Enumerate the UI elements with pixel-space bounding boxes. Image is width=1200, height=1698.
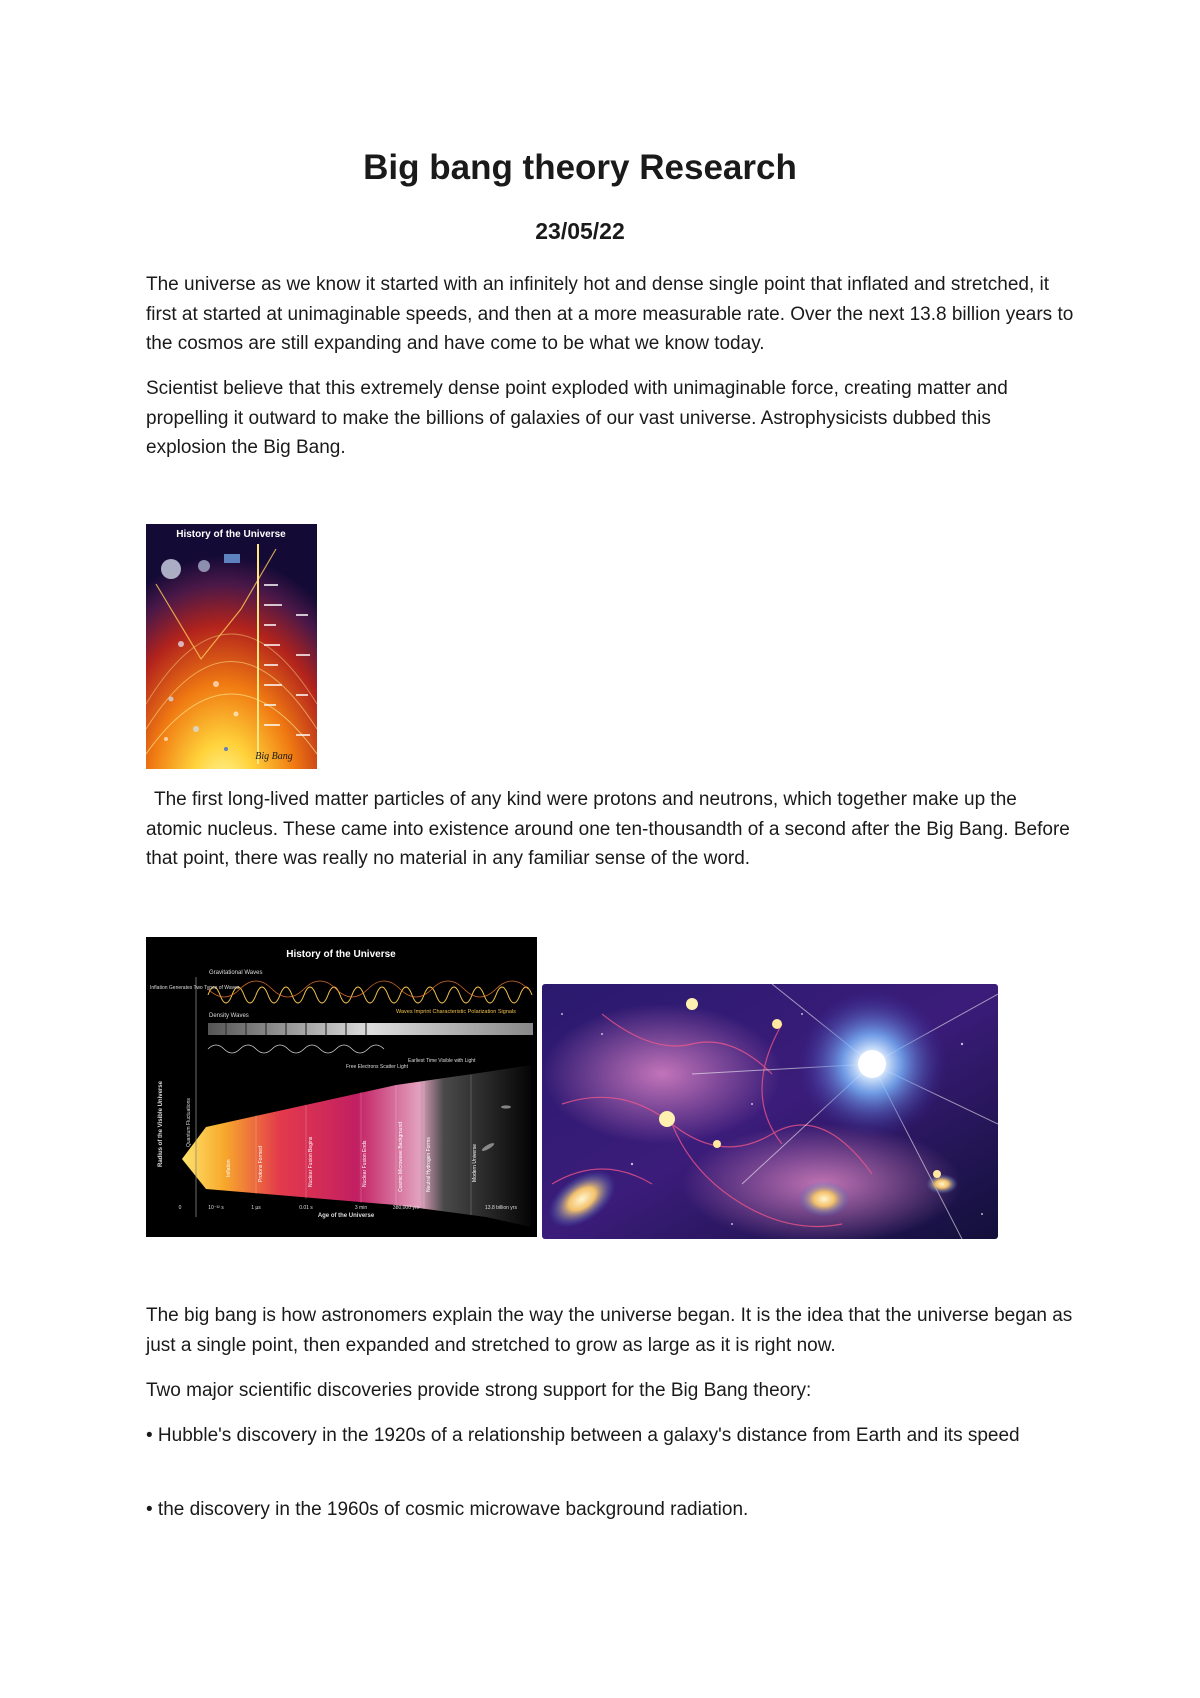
tick-4: 3 min xyxy=(354,1205,368,1211)
quantum-fluctuations-label: Quantum Fluctuations xyxy=(186,1098,192,1147)
tick-0: 0 xyxy=(178,1205,182,1211)
paragraph-discoveries-intro: Two major scientific discoveries provide strong support for the Big Bang theory: xyxy=(146,1380,812,1401)
era-fusion-begins: Nuclear Fusion Begins xyxy=(308,1136,314,1187)
waves-imprint-label: Waves Imprint Characteristic Polarization Signals xyxy=(396,1009,516,1015)
paragraph-big-bang-explosion: Scientist believe that this extremely dense point exploded with unimaginable force, creating matter and propelling it outward to make the billions of galaxies of our vast universe. Astrophysicists dubbed this explosion the Big Bang. xyxy=(146,378,1008,458)
tick-3: 0.01 s xyxy=(299,1205,313,1211)
free-electrons-label: Free Electrons Scatter Light xyxy=(346,1064,408,1070)
era-cmb: Cosmic Microwave Background xyxy=(398,1121,404,1192)
bullet-cmb-discovery: • the discovery in the 1960s of cosmic microwave background radiation. xyxy=(146,1499,749,1520)
timeline-title: History of the Universe xyxy=(286,949,396,960)
inflation-note: Inflation Generates Two Types of Waves xyxy=(150,985,240,991)
poster-title: History of the Universe xyxy=(176,529,286,540)
paragraph-big-bang-explained: The big bang is how astronomers explain the way the universe began. It is the idea that the universe began as just a single point, then expanded and stretched to grow as large as it is right now. xyxy=(146,1305,1073,1356)
gravitational-waves-label: Gravitational Waves xyxy=(209,970,263,976)
bullet-hubble-discovery: • Hubble's discovery in the 1920s of a relationship between a galaxy's distance from Earth and its speed xyxy=(146,1425,1020,1446)
era-neutral-hydrogen: Neutral Hydrogen Forms xyxy=(426,1137,432,1192)
cosmic-web-image xyxy=(542,984,998,1239)
timeline-y-axis: Radius of the Visible Universe xyxy=(158,1081,164,1167)
paragraph-universe-origin: The universe as we know it started with an infinitely hot and dense single point that inflated and stretched, it first at started at unimaginable speeds, and then at a more measurable rate. Over the next 13.8 billion years to the cosmos are still expanding and have come to be what we know today. xyxy=(146,274,1074,354)
document-date: 23/05/22 xyxy=(535,218,625,244)
tick-6: 13.8 billion yrs xyxy=(485,1205,517,1211)
era-fusion-ends: Nuclear Fusion Ends xyxy=(362,1140,368,1187)
earliest-time-label: Earliest Time Visible with Light xyxy=(408,1058,476,1064)
timeline-diagram-image xyxy=(146,937,537,1237)
history-poster-image xyxy=(146,524,317,769)
timeline-x-axis: Age of the Universe xyxy=(317,1213,375,1219)
era-modern: Modern Universe xyxy=(472,1143,478,1182)
density-waves-label: Density Waves xyxy=(209,1013,249,1019)
tick-2: 1 µs xyxy=(251,1205,261,1211)
era-protons: Protons Formed xyxy=(258,1146,264,1182)
page-title: Big bang theory Research xyxy=(363,148,797,187)
era-inflation: Inflation xyxy=(226,1159,232,1177)
paragraph-first-particles: The first long-lived matter particles of any kind were protons and neutrons, which together make up the atomic nucleus. These came into existence around one ten-thousandth of a second after the Big Bang. Before that point, there was really no material in any familiar sense of the word. xyxy=(146,789,1070,869)
tick-5: 380,000 yrs xyxy=(392,1205,420,1211)
tick-1: 10⁻³² s xyxy=(208,1205,224,1211)
poster-caption: Big Bang xyxy=(255,751,293,762)
